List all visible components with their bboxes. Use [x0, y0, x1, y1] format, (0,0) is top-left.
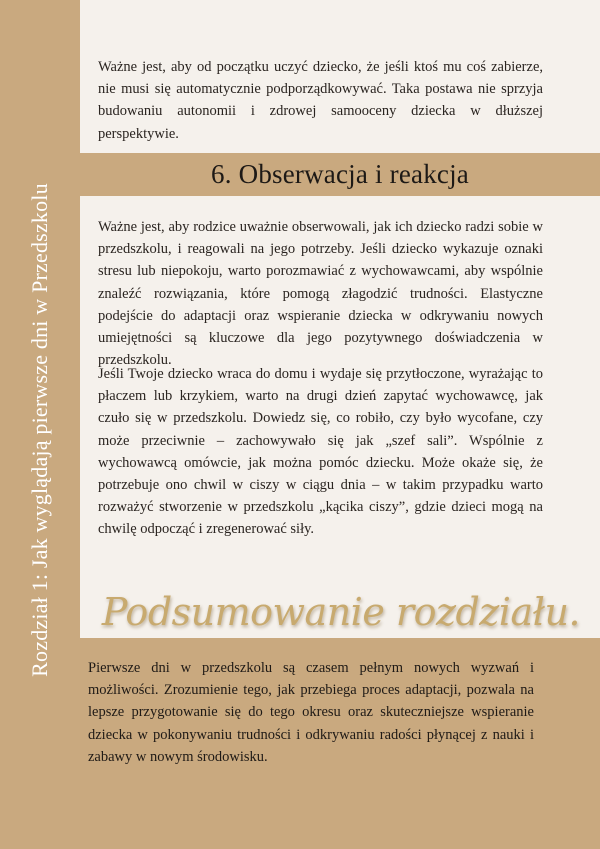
intro-paragraph: Ważne jest, aby od początku uczyć dziecko, że jeśli ktoś mu coś zabierze, nie musi się automatycznie podporządkowywać. Taka postawa nie sprzyja budowaniu autonomii i zdrowej samooceny dziecka w dłuższej perspektywie.: [98, 59, 543, 142]
chapter-title-text: Rozdział 1: Jak wyglądają pierwsze dni w Przedszkolu: [27, 183, 52, 677]
section-paragraph-1: Ważne jest, aby rodzice uważnie obserwowali, jak ich dziecko radzi sobie w przedszkolu, i reagowali na jego potrzeby. Jeśli dziecko wykazuje oznaki stresu lub niepokoju, warto porozmawiać z wychowawcami, aby wspólnie znaleźć rozwiązania, które pomogą złagodzić trudności. Elastyczne podejście do adaptacji oraz wspieranie dziecka w odkrywaniu nowych umiejętności są kluczowe dla jego pozytywnego doświadczenia w przedszkolu.: [98, 219, 543, 369]
section-heading: 6. Obserwacja i reakcja: [211, 159, 469, 189]
summary-title: Podsumowanie rozdziału.: [101, 590, 580, 634]
chapter-title-vertical: [12, 140, 68, 720]
summary-paragraph: Pierwsze dni w przedszkolu są czasem pełnym nowych wyzwań i możliwości. Zrozumienie tego, jak przebiega proces adaptacji, pozwala na lepsze przygotowanie się do tego okresu oraz skuteczniejsze wspieranie dziecka w pokonywaniu trudności i odkrywaniu radości płynącej z nauki i zabawy w nowym środowisku.: [88, 660, 534, 765]
section-paragraph-2: Jeśli Twoje dziecko wraca do domu i wydaje się przytłoczone, wyrażając to płaczem lub krzykiem, warto na drugi dzień zapytać wychowawcę, jak czuło się w przedszkolu. Dowiedz się, co robiło, czy było wycofane, czy może przeciwnie – zachowywało się jak „szef sali”. Wspólnie z wychowawcą omówcie, jak można pomóc dziecku. Może okaże się, że potrzebuje ono chwil w ciszy w ciągu dnia – w takim przypadku warto rozważyć stworzenie w przedszkolu „kącika ciszy”, gdzie dzieci mogą na chwilę odpocząć i zregenerować siły.: [98, 366, 543, 538]
